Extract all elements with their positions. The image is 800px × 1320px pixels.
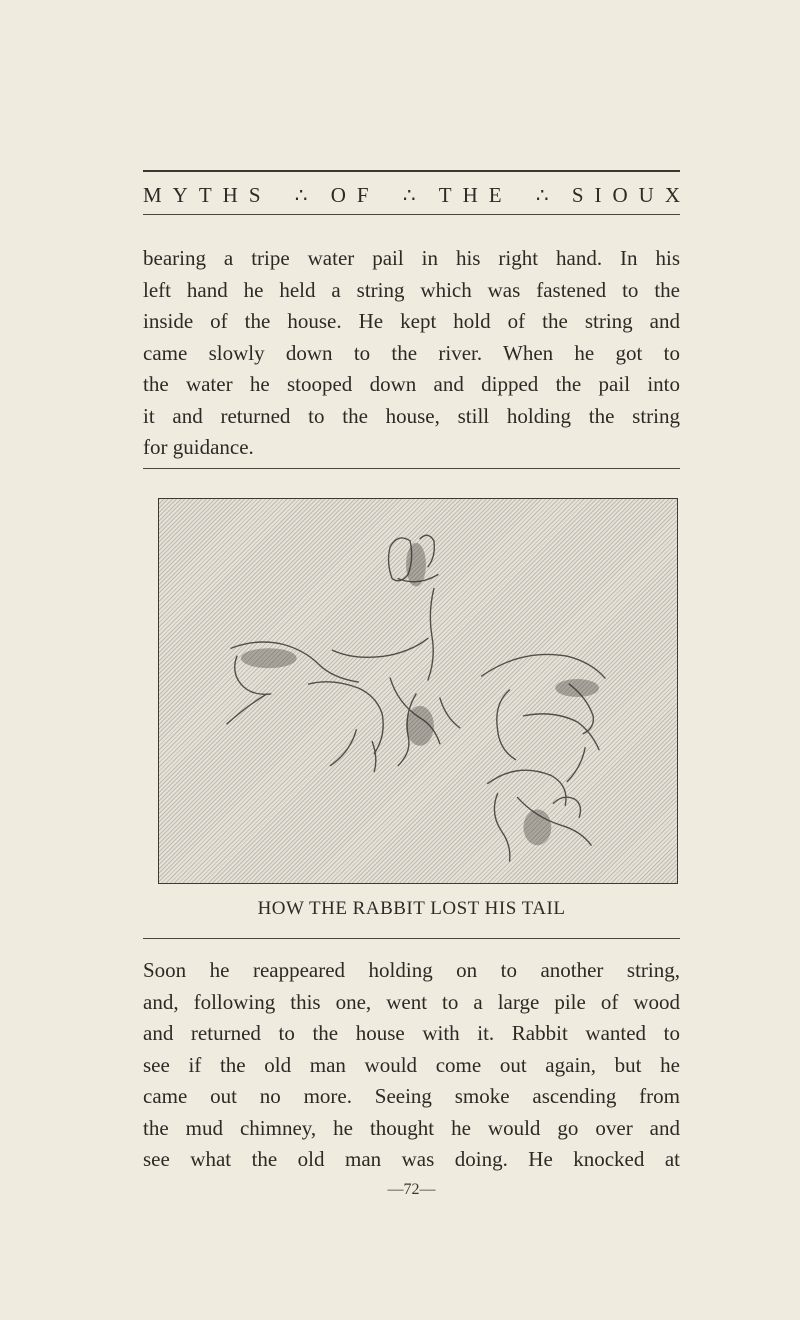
text-line: inside of the house. He kept hold of the string and [143, 309, 680, 333]
text-line: Soon he reappeared holding on to another string, [143, 958, 680, 982]
running-head-word: SIOUX [571, 182, 691, 207]
paragraph-bottom [143, 955, 680, 1176]
illustration-plate [158, 498, 678, 884]
running-head-word: THE [438, 182, 513, 207]
text-line: and returned to the house with it. Rabbit wanted to [143, 1021, 680, 1045]
text-line: and, following this one, went to a large pile of wood [143, 989, 680, 1014]
text-line: see what the old man was doing. He knocked at [143, 1147, 680, 1171]
text-line: for guidance. [143, 435, 254, 459]
text-line: it and returned to the house, still holding the string [143, 403, 680, 428]
text-line: the water he stooped down and dipped the pail into [143, 372, 680, 396]
running-head [143, 178, 691, 212]
text-line: the mud chimney, he thought he would go over and [143, 1115, 680, 1140]
text-line: came slowly down to the river. When he got to [143, 340, 680, 365]
header-rule-bottom [143, 214, 680, 215]
plate-rule-top [143, 468, 680, 469]
running-head-word: OF [330, 182, 380, 207]
running-head-separator: ∴ [535, 184, 549, 207]
paragraph-top [143, 243, 680, 464]
rabbit-illustration [159, 499, 677, 883]
running-head-separator: ∴ [294, 184, 308, 207]
illustration-caption: HOW THE RABBIT LOST HIS TAIL [257, 898, 566, 919]
running-head-word: MYTHS [143, 182, 272, 207]
plate-rule-bottom [143, 938, 680, 939]
text-line: came out no more. Seeing smoke ascending from [143, 1084, 680, 1108]
page-number: —72— [387, 1181, 436, 1198]
text-line: left hand he held a string which was fastened to the [143, 277, 680, 302]
text-line: see if the old man would come out again, but he [143, 1052, 680, 1077]
running-head-separator: ∴ [402, 184, 416, 207]
header-rule-top [143, 170, 680, 172]
text-line: bearing a tripe water pail in his right hand. In his [143, 246, 680, 270]
